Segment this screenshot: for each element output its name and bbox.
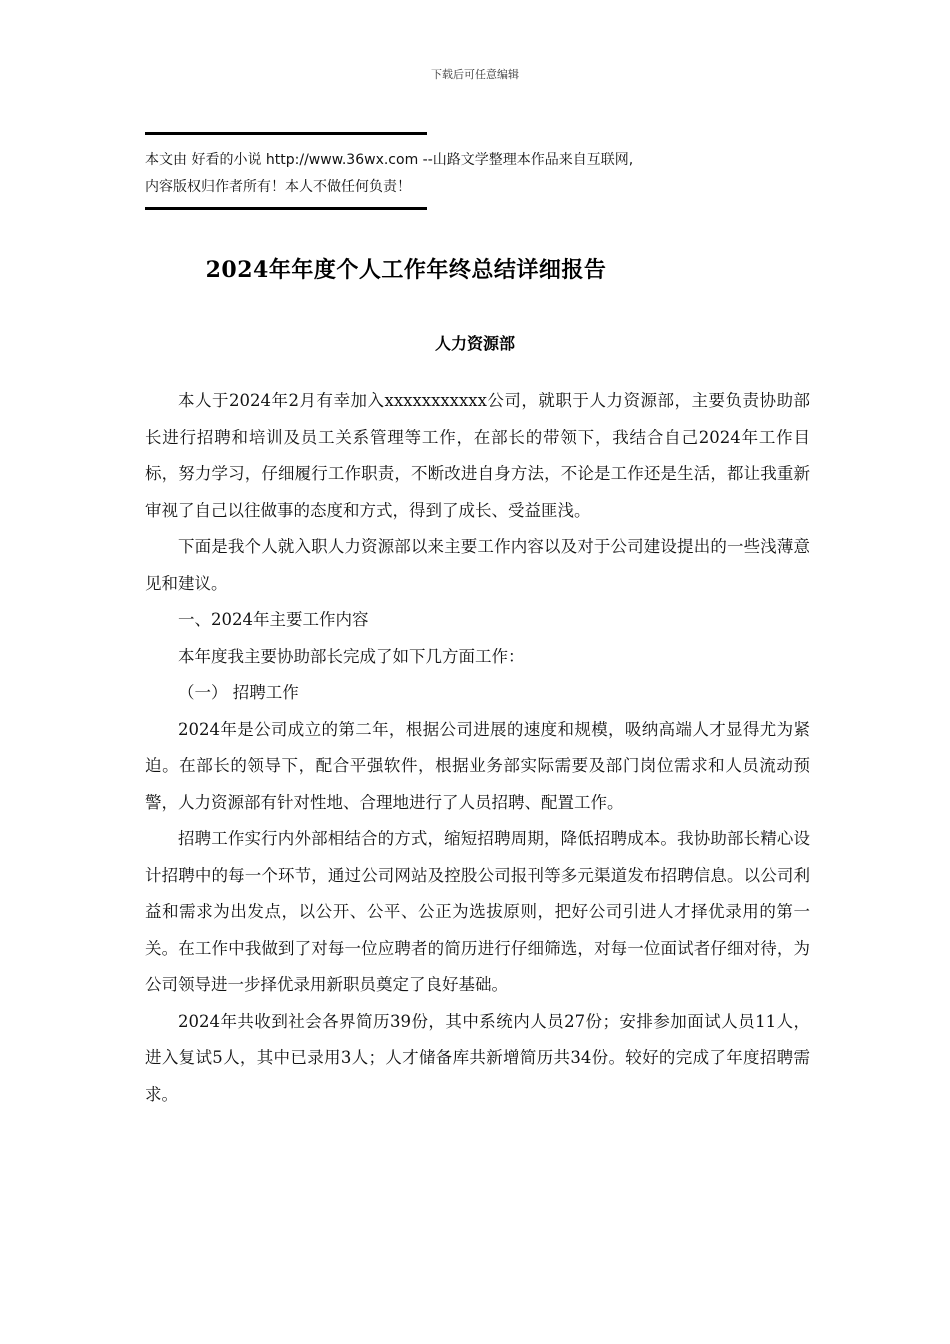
body-paragraph: 2024年是公司成立的第二年，根据公司进展的速度和规模，吸纳高端人才显得尤为紧迫。在部长的领导下，配合平强软件，根据业务部实际需要及部门岗位需求和人员流动预警，人力资源部有针对性地、合理地进行了人员招聘、配置工作。 [145,719,810,812]
notice-bottom-rule [145,207,427,210]
document-body [145,383,810,1113]
body-paragraph: 招聘工作实行内外部相结合的方式，缩短招聘周期，降低招聘成本。我协助部长精心设计招聘中的每一个环节，通过公司网站及控股公司报刊等多元渠道发布招聘信息。以公司利益和需求为出发点，以公开、公平、公正为选拔原则，把好公司引进人才择优录用的第一关。在工作中我做到了对每一位应聘者的简历进行仔细筛选，对每一位面试者仔细对待，为公司领导进一步择优录用新职员奠定了良好基础。 [145,829,810,994]
source-notice-line-1: 本文由 好看的小说 http://www.36wx.com --山路文学整理本作品来自互联网, [145,152,634,168]
document-title: 2024年年度个人工作年终总结详细报告 [205,257,607,283]
source-notice-line-2: 内容版权归作者所有！本人不做任何负责！ [145,179,411,195]
department-heading: 人力资源部 [434,334,515,353]
body-paragraph: 2024年共收到社会各界简历39份，其中系统内人员27份；安排参加面试人员11人，进入复试5人，其中已录用3人；人才储备库共新增简历共34份。较好的完成了年度招聘需求。 [145,1011,810,1104]
body-paragraph: 本人于2024年2月有幸加入xxxxxxxxxxx公司，就职于人力资源部，主要负责协助部长进行招聘和培训及员工关系管理等工作，在部长的带领下，我结合自己2024年工作目标，努力学习，仔细履行工作职责，不断改进自身方法，不论是工作还是生活，都让我重新审视了自己以往做事的态度和方式，得到了成长、受益匪浅。 [145,391,810,520]
subsection-heading: （一） 招聘工作 [178,683,299,702]
notice-top-rule [145,132,427,135]
source-notice [145,147,805,201]
page-header-note: 下载后可任意编辑 [431,68,519,81]
body-paragraph: 下面是我个人就入职人力资源部以来主要工作内容以及对于公司建设提出的一些浅薄意见和建议。 [145,537,810,593]
section-heading: 一、2024年主要工作内容 [178,610,369,629]
body-paragraph: 本年度我主要协助部长完成了如下几方面工作： [178,646,525,666]
